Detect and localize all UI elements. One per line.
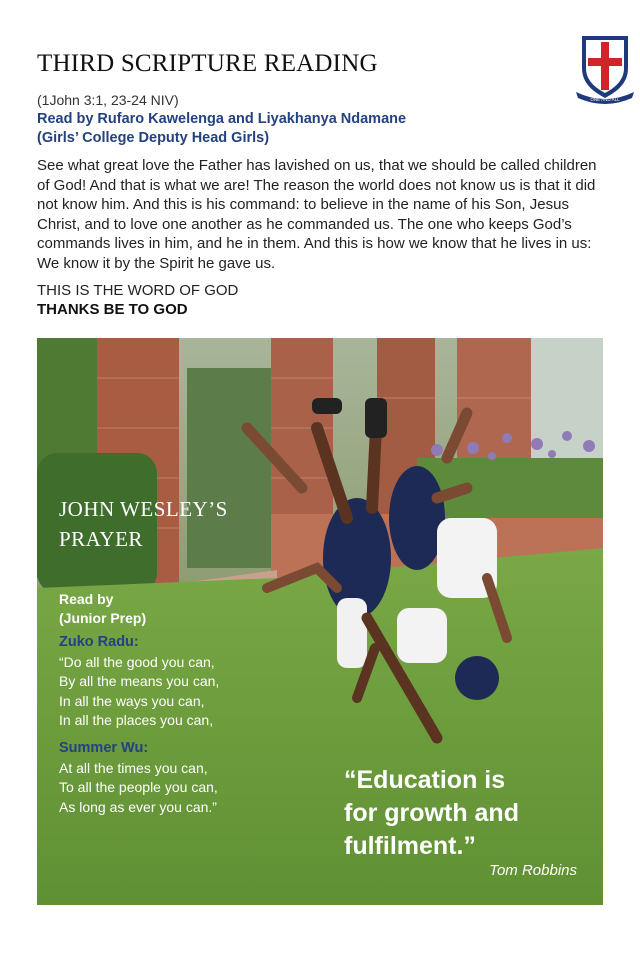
prayer-line: To all the people you can, xyxy=(59,779,218,796)
quote-line3: fulfilment.” xyxy=(344,832,476,860)
response-line: THANKS BE TO GOD xyxy=(37,301,188,318)
prayer-title-line2: PRAYER xyxy=(59,527,143,551)
page-title: THIRD SCRIPTURE READING xyxy=(37,50,378,77)
children-cartwheel-photo xyxy=(37,338,603,905)
quote-line2: for growth and xyxy=(344,799,519,827)
svg-text:ONE AND ALL: ONE AND ALL xyxy=(590,97,620,102)
prayer-read-by xyxy=(59,590,146,628)
reader1-lines xyxy=(59,653,219,730)
education-quote xyxy=(344,764,519,863)
prayer-title xyxy=(59,494,228,554)
reader1-name: Zuko Radu: xyxy=(59,634,139,650)
prayer-title-line1: JOHN WESLEY’S xyxy=(59,497,228,521)
readers-credit xyxy=(37,110,406,148)
reader2-name: Summer Wu: xyxy=(59,740,149,756)
school-crest-logo xyxy=(574,32,636,104)
prayer-line: As long as ever you can.” xyxy=(59,798,217,815)
scripture-reference: (1John 3:1, 23-24 NIV) xyxy=(37,92,179,108)
word-of-god-line: THIS IS THE WORD OF GOD xyxy=(37,282,239,299)
prayer-line: “Do all the good you can, xyxy=(59,654,215,670)
prayer-line: At all the times you can, xyxy=(59,760,208,776)
read-by-label: Read by xyxy=(59,591,114,607)
readers-role: (Girls’ College Deputy Head Girls) xyxy=(37,130,270,146)
reader2-lines xyxy=(59,759,218,817)
readers-names: Read by Rufaro Kawelenga and Liyakhanya Ndamane xyxy=(37,111,407,127)
reader-group: (Junior Prep) xyxy=(59,610,147,626)
prayer-line: By all the means you can, xyxy=(59,673,220,690)
prayer-line: In all the places you can, xyxy=(59,711,214,728)
scripture-text: See what great love the Father has lavished on us, that we should be called children of God! And that is what we are! The reason the world does not know us is that it did not know him. And this is his command: to believe in the name of his Son, Jesus Christ, and to love one another as he commanded us. The one who keeps God’s commands lives in him, and he in them. And this is how we know that he lives in us: We know it by the Spirit he gave us. xyxy=(37,157,597,272)
quote-author: Tom Robbins xyxy=(489,862,577,879)
quote-line1: “Education is xyxy=(344,766,506,794)
prayer-line: In all the ways you can, xyxy=(59,692,205,709)
